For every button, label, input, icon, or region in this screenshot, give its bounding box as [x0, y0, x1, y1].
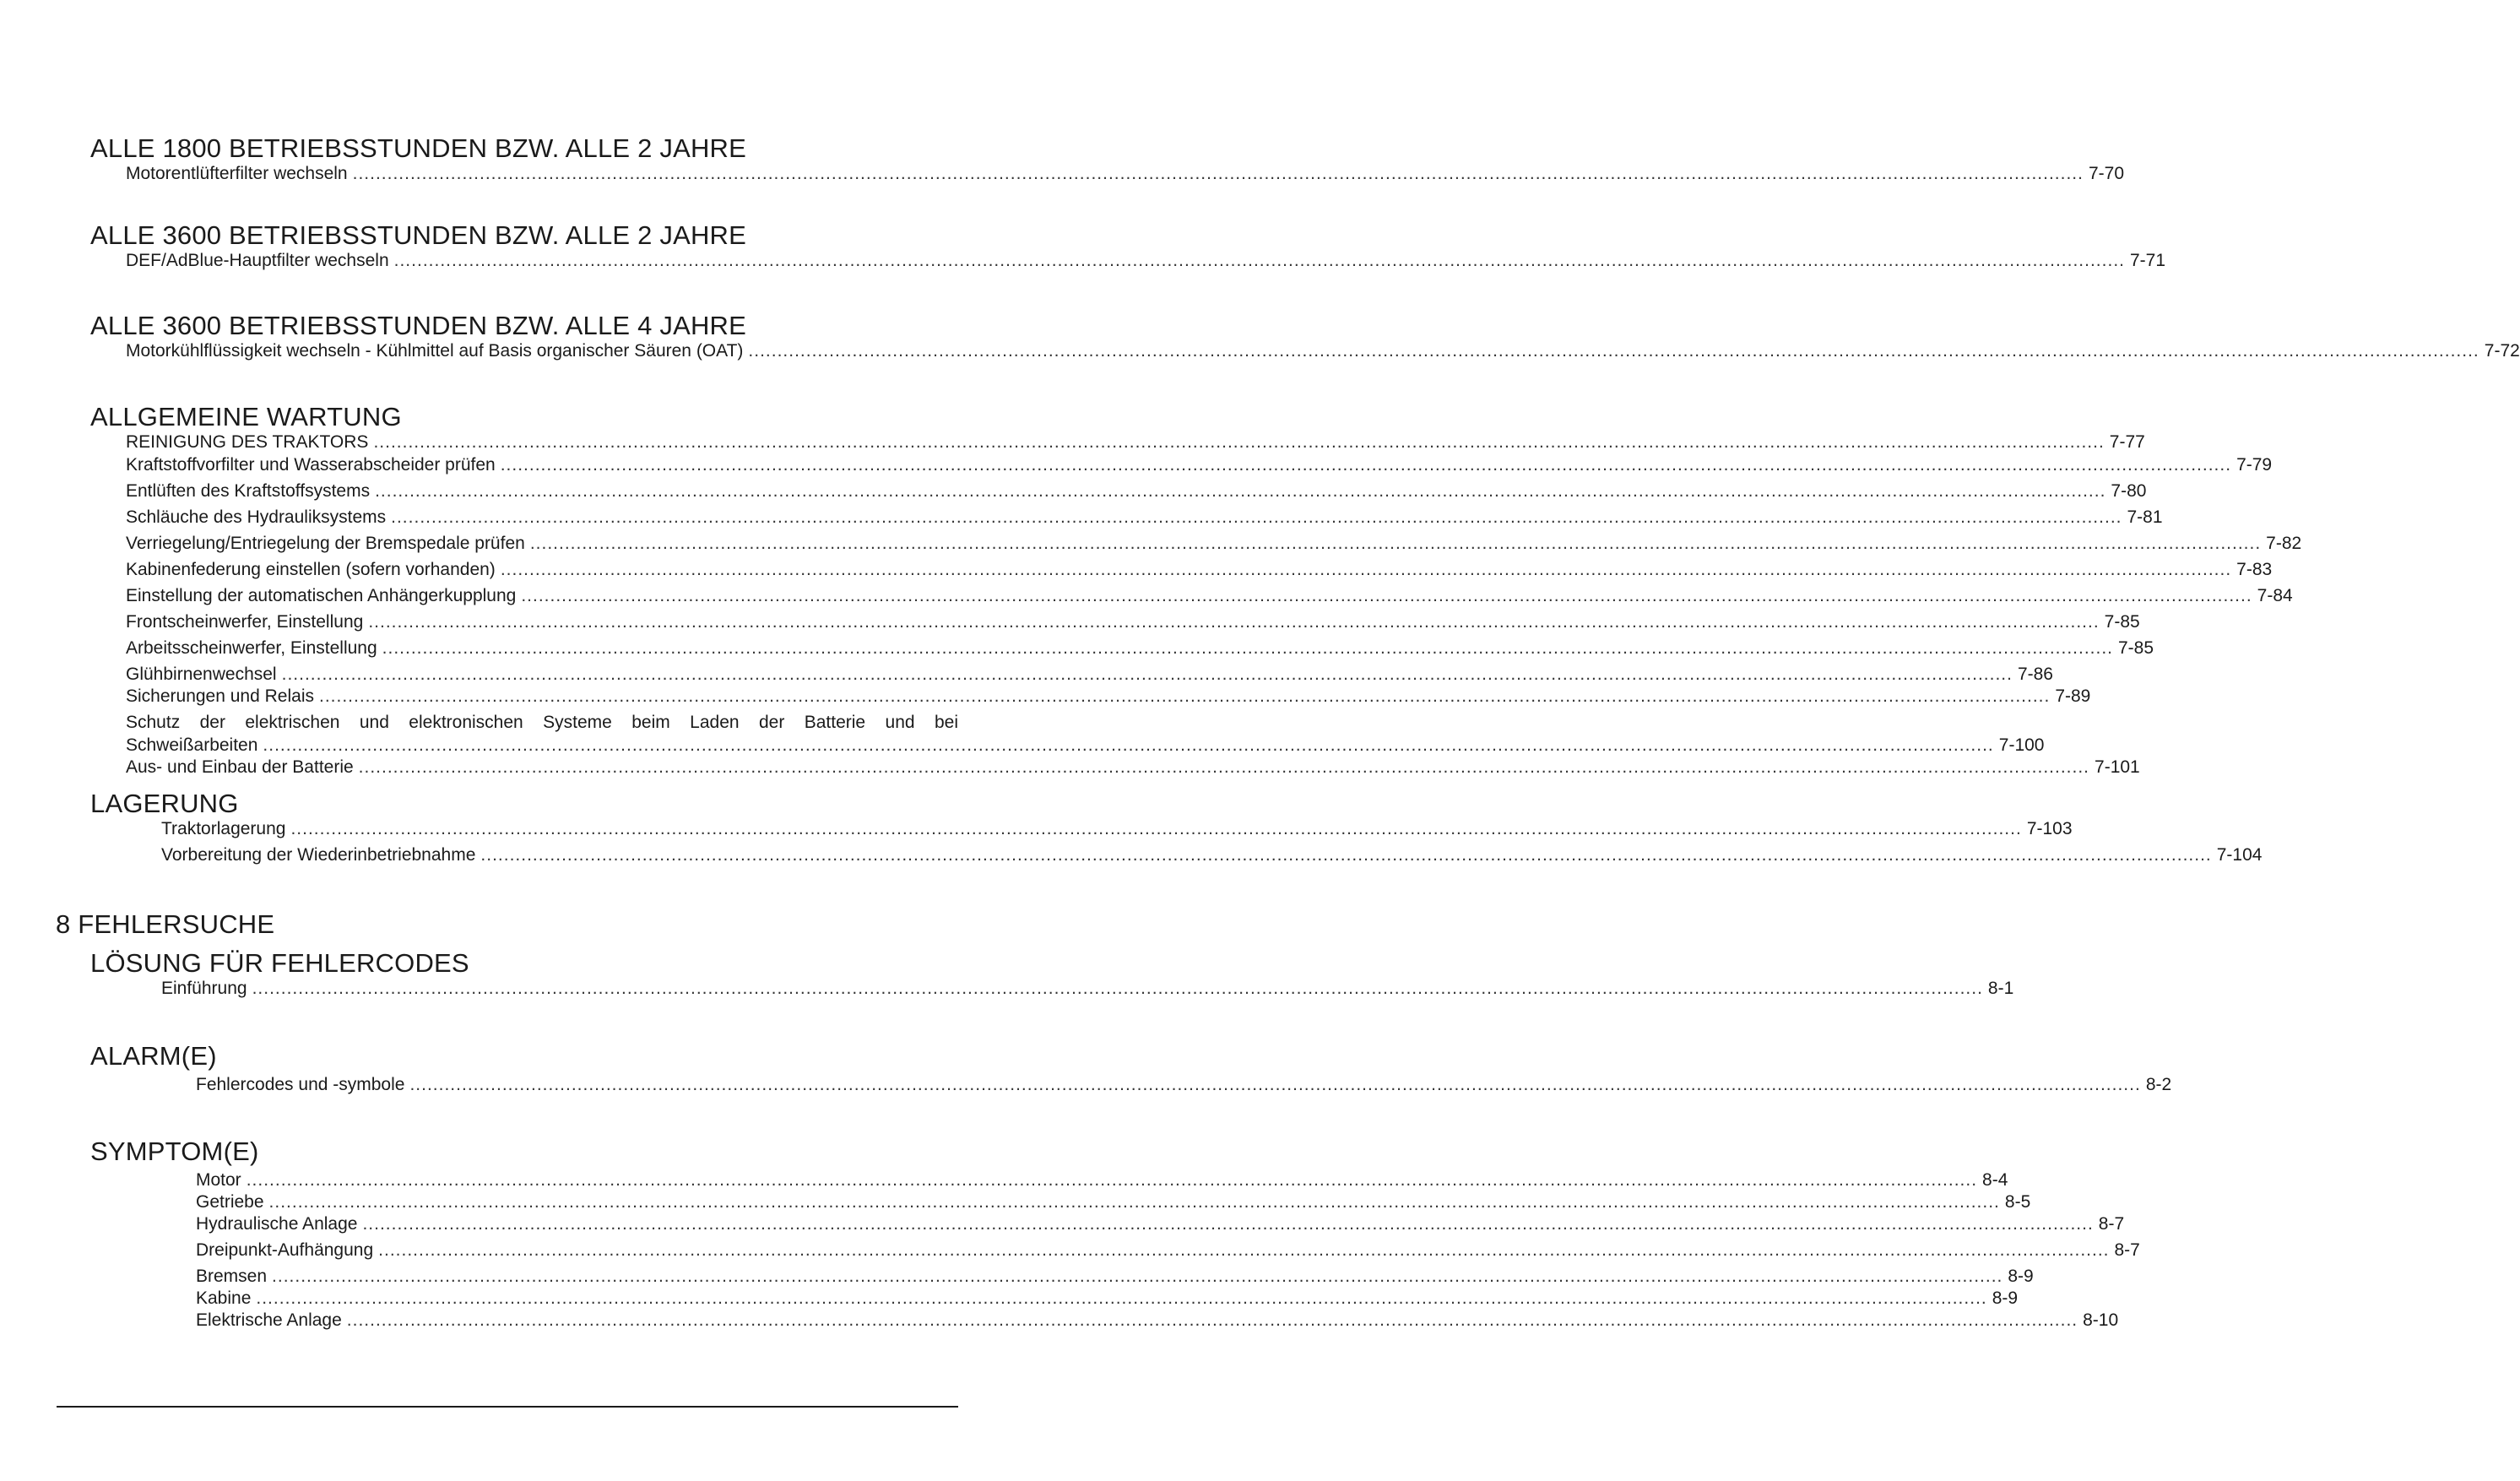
toc-entry-title: Getriebe — [196, 1192, 264, 1212]
dot-leader: ............................................................................................................................................................................................................................................................................................................ — [268, 1192, 2000, 1212]
toc-page-number: 7-85 — [2118, 638, 2154, 658]
toc-entry-title: Motorentlüfterfilter wechseln — [126, 164, 348, 183]
toc-entry[interactable] — [161, 818, 2073, 840]
dot-leader: ............................................................................................................................................................................................................................................................................................................ — [382, 638, 2113, 658]
toc-entry[interactable] — [126, 559, 2273, 581]
chapter-heading: 8 FEHLERSUCHE — [56, 909, 275, 939]
toc-entry[interactable] — [126, 637, 2154, 659]
toc-entry-title: Einführung — [161, 979, 247, 998]
toc-entry[interactable] — [196, 1288, 2019, 1310]
toc-page-number: 7-103 — [2026, 819, 2073, 838]
toc-page-number: 7-83 — [2236, 560, 2273, 579]
toc-entry[interactable] — [126, 163, 2124, 185]
toc-entry-wrapped-line: Schutz der elektrischen und elektronischen Systeme beim Laden der Batterie und bei — [126, 713, 958, 732]
toc-entry[interactable] — [126, 757, 2140, 778]
dot-leader: ............................................................................................................................................................................................................................................................................................................ — [373, 432, 2105, 452]
section-heading: LÖSUNG FÜR FEHLERCODES — [90, 948, 469, 978]
toc-page-number: 8-2 — [2145, 1075, 2172, 1094]
toc-page-number: 7-81 — [2127, 507, 2163, 527]
dot-leader: ............................................................................................................................................................................................................................................................................................................ — [368, 612, 2100, 632]
toc-entry[interactable] — [161, 978, 2014, 1000]
dot-leader: ............................................................................................................................................................................................................................................................................................................ — [409, 1075, 2141, 1094]
toc-page-number: 7-80 — [2111, 481, 2147, 501]
toc-page-number: 7-85 — [2104, 612, 2140, 632]
section-heading: LAGERUNG — [90, 789, 239, 818]
toc-page-number: 8-10 — [2083, 1310, 2119, 1330]
toc-page-number: 7-84 — [2257, 586, 2293, 605]
toc-entry-title: Sicherungen und Relais — [126, 686, 314, 706]
dot-leader: ............................................................................................................................................................................................................................................................................................................ — [529, 534, 2262, 553]
toc-entry[interactable] — [196, 1213, 2125, 1235]
footer-rule — [57, 1406, 958, 1408]
section-heading: SYMPTOM(E) — [90, 1137, 259, 1166]
toc-page-number: 8-4 — [1982, 1170, 2008, 1190]
dot-leader: ............................................................................................................................................................................................................................................................................................................ — [362, 1214, 2094, 1234]
toc-page-number: 7-82 — [2266, 534, 2302, 553]
section-heading: ALLE 1800 BETRIEBSSTUNDEN BZW. ALLE 2 JAHRE — [90, 133, 747, 163]
toc-entry[interactable] — [126, 585, 2293, 607]
toc-entry[interactable] — [126, 480, 2147, 502]
toc-entry-title: Bremsen — [196, 1267, 268, 1286]
dot-leader: ............................................................................................................................................................................................................................................................................................................ — [375, 481, 2106, 501]
toc-entry-title: Elektrische Anlage — [196, 1310, 342, 1330]
toc-page-number: 7-100 — [1998, 735, 2045, 755]
section-heading: ALLE 3600 BETRIEBSSTUNDEN BZW. ALLE 2 JAHRE — [90, 220, 747, 250]
toc-page-number: 8-5 — [2004, 1192, 2031, 1212]
dot-leader: ............................................................................................................................................................................................................................................................................................................ — [500, 455, 2232, 475]
toc-entry-title: Verriegelung/Entriegelung der Bremspedale prüfen — [126, 534, 525, 553]
toc-page-number: 7-72 — [2484, 341, 2520, 361]
toc-entry-title: Glühbirnenwechsel — [126, 665, 277, 684]
toc-entry[interactable] — [126, 507, 2163, 529]
toc-entry[interactable] — [196, 1191, 2031, 1213]
toc-page-number: 7-77 — [2109, 432, 2145, 452]
dot-leader: ............................................................................................................................................................................................................................................................................................................ — [358, 757, 2090, 777]
dot-leader: ............................................................................................................................................................................................................................................................................................................ — [748, 341, 2479, 361]
toc-entry[interactable] — [126, 431, 2145, 453]
dot-leader: ............................................................................................................................................................................................................................................................................................................ — [393, 251, 2125, 270]
toc-entry-title: Entlüften des Kraftstoffsystems — [126, 481, 371, 501]
dot-leader: ............................................................................................................................................................................................................................................................................................................ — [256, 1288, 1987, 1308]
toc-entry-title: Einstellung der automatischen Anhängerkupplung — [126, 586, 517, 605]
toc-page-number: 7-70 — [2088, 164, 2124, 183]
toc-page-number: 8-9 — [1992, 1288, 2019, 1308]
toc-entry-title: Dreipunkt-Aufhängung — [196, 1240, 374, 1260]
toc-entry[interactable] — [196, 1074, 2172, 1096]
dot-leader: ............................................................................................................................................................................................................................................................................................................ — [378, 1240, 2110, 1260]
dot-leader: ............................................................................................................................................................................................................................................................................................................ — [318, 686, 2051, 706]
toc-page-number: 7-104 — [2216, 845, 2263, 865]
toc-entry-title: Aus- und Einbau der Batterie — [126, 757, 354, 777]
toc-entry[interactable] — [126, 340, 2520, 362]
toc-entry[interactable] — [126, 250, 2166, 272]
dot-leader: ............................................................................................................................................................................................................................................................................................................ — [521, 586, 2252, 605]
toc-entry-title: Arbeitsscheinwerfer, Einstellung — [126, 638, 377, 658]
toc-page-number: 7-79 — [2236, 455, 2273, 475]
toc-entry[interactable] — [126, 735, 2045, 757]
dot-leader: ............................................................................................................................................................................................................................................................................................................ — [500, 560, 2232, 579]
toc-page-number: 8-7 — [2098, 1214, 2125, 1234]
dot-leader: ............................................................................................................................................................................................................................................................................................................ — [480, 845, 2212, 865]
section-heading: ALLGEMEINE WARTUNG — [90, 402, 402, 431]
toc-entry[interactable] — [161, 844, 2263, 866]
toc-page-number: 8-9 — [2008, 1267, 2034, 1286]
toc-entry-title: Kraftstoffvorfilter und Wasserabscheider prüfen — [126, 455, 496, 475]
toc-entry[interactable] — [126, 664, 2053, 686]
toc-entry-title: Vorbereitung der Wiederinbetriebnahme — [161, 845, 476, 865]
toc-entry-title: Schläuche des Hydrauliksystems — [126, 507, 387, 527]
toc-entry[interactable] — [196, 1310, 2119, 1332]
dot-leader: ............................................................................................................................................................................................................................................................................................................ — [281, 665, 2013, 684]
dot-leader: ............................................................................................................................................................................................................................................................................................................ — [263, 735, 1994, 755]
toc-entry-title: Motor — [196, 1170, 241, 1190]
toc-page-number: 8-7 — [2114, 1240, 2140, 1260]
toc-entry-title: Kabinenfederung einstellen (sofern vorhanden) — [126, 560, 496, 579]
toc-page-number: 7-71 — [2129, 251, 2166, 270]
dot-leader: ............................................................................................................................................................................................................................................................................................................ — [352, 164, 2084, 183]
toc-entry[interactable] — [196, 1240, 2140, 1261]
toc-entry-title: REINIGUNG DES TRAKTORS — [126, 432, 369, 452]
dot-leader: ............................................................................................................................................................................................................................................................................................................ — [246, 1170, 1978, 1190]
toc-entry[interactable] — [126, 533, 2302, 555]
dot-leader: ............................................................................................................................................................................................................................................................................................................ — [290, 819, 2022, 838]
toc-page-number: 8-1 — [1987, 979, 2014, 998]
toc-entry-title: Motorkühlflüssigkeit wechseln - Kühlmittel auf Basis organischer Säuren (OAT) — [126, 341, 744, 361]
toc-entry[interactable] — [126, 454, 2273, 476]
dot-leader: ............................................................................................................................................................................................................................................................................................................ — [391, 507, 2122, 527]
toc-entry-title: Schweißarbeiten — [126, 735, 258, 755]
toc-entry-title: Traktorlagerung — [161, 819, 286, 838]
toc-page-number: 7-101 — [2095, 757, 2140, 777]
toc-entry-title: Hydraulische Anlage — [196, 1214, 358, 1234]
toc-entry[interactable] — [126, 686, 2091, 708]
dot-leader: ............................................................................................................................................................................................................................................................................................................ — [252, 979, 1983, 998]
dot-leader: ............................................................................................................................................................................................................................................................................................................ — [272, 1267, 2003, 1286]
section-heading: ALLE 3600 BETRIEBSSTUNDEN BZW. ALLE 4 JAHRE — [90, 311, 747, 340]
dot-leader: ............................................................................................................................................................................................................................................................................................................ — [346, 1310, 2078, 1330]
toc-page-number: 7-89 — [2055, 686, 2091, 706]
toc-page-number: 7-86 — [2017, 665, 2053, 684]
toc-entry-title: Fehlercodes und -symbole — [196, 1075, 405, 1094]
toc-entry-title: Frontscheinwerfer, Einstellung — [126, 612, 364, 632]
toc-entry[interactable] — [126, 611, 2140, 633]
toc-entry[interactable] — [196, 1266, 2034, 1288]
toc-entry-title: DEF/AdBlue-Hauptfilter wechseln — [126, 251, 389, 270]
section-heading: ALARM(E) — [90, 1041, 217, 1071]
toc-entry[interactable] — [196, 1169, 2008, 1191]
toc-entry-title: Kabine — [196, 1288, 252, 1308]
